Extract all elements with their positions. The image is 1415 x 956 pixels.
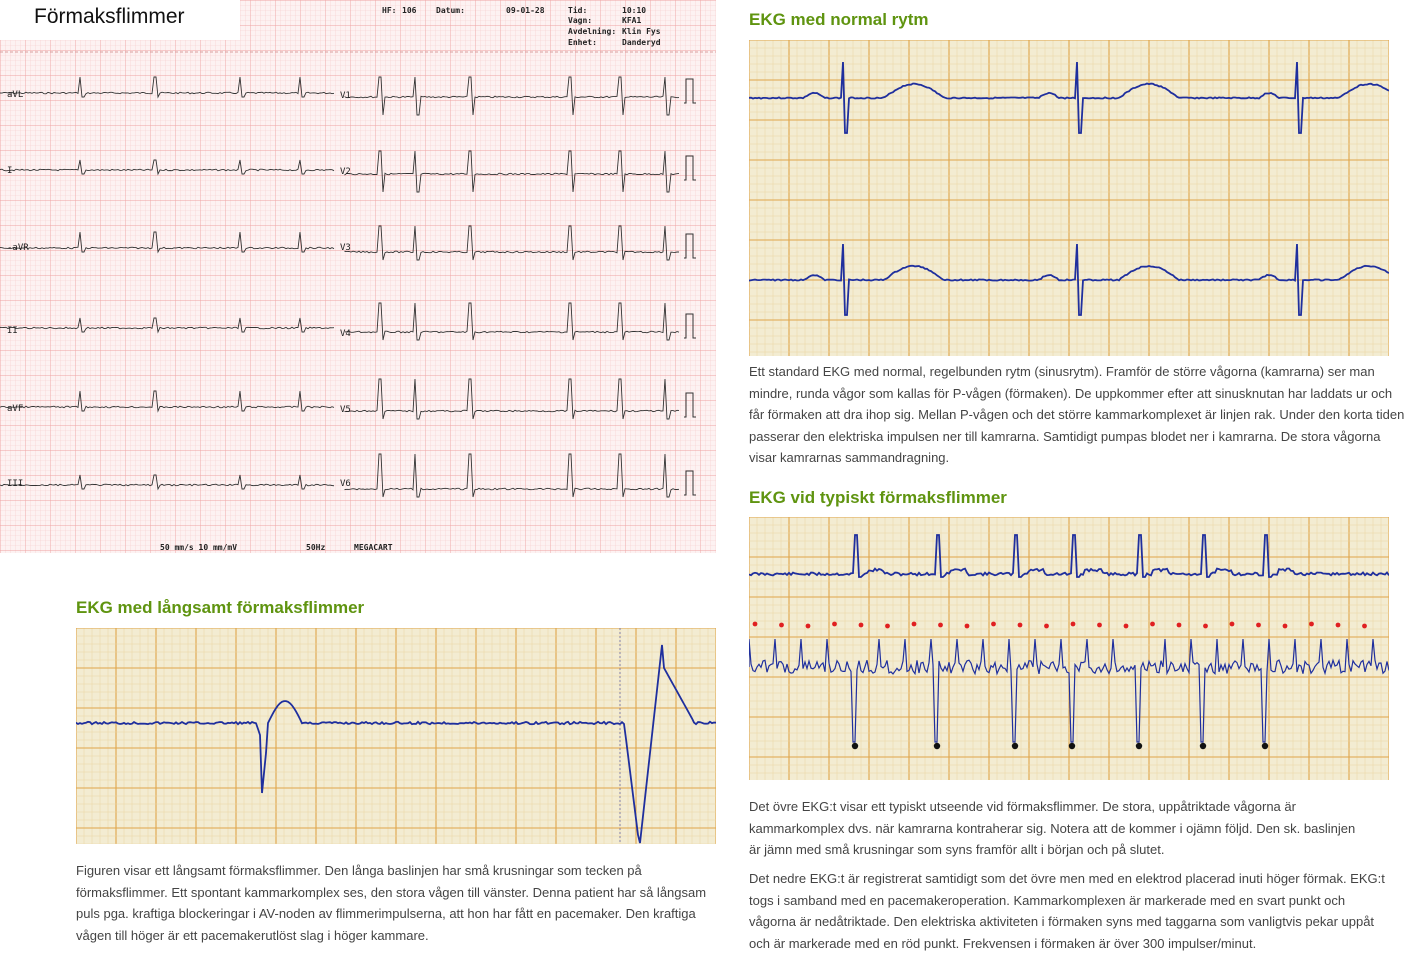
slow-af-ecg-image	[76, 628, 716, 844]
twelve-lead-ecg-graphic	[0, 0, 716, 553]
ecg-speed-footer: 50 mm/s 10 mm/mV	[160, 543, 238, 552]
slow-af-text: Figuren visar ett långsamt förmaksflimmer. Den långa baslinjen har små krusningar som tecken på förmaksflimmer. Ett spontant kammarkomplex ses, den stora vågen till vänster. Denna patient har så långsam puls pga. kraftiga blockeringar i AV-noden av flimmerimpulserna, att hon har fått en pacemaker. Den kraftiga vågen till höger är ett pacemakerutlöst slag i höger kammare.	[76, 863, 707, 943]
normal-rhythm-ecg-image	[749, 40, 1389, 356]
lead-label-v1: V1	[340, 91, 351, 101]
lead-label-i: I	[7, 166, 13, 176]
hf-value: 106	[402, 6, 417, 15]
ecg-device-footer: MEGACART	[354, 543, 393, 552]
hf-label: HF:	[382, 6, 397, 15]
datum-value: 09-01-28	[506, 6, 545, 15]
lead-label-v6: V6	[340, 479, 351, 489]
tid-label: Tid:	[568, 6, 588, 15]
datum-label: Datum:	[436, 6, 465, 15]
ecg-filter-footer: 50Hz	[306, 543, 326, 552]
lead-label-iii: III	[7, 479, 24, 489]
lead-label-v2: V2	[340, 167, 351, 177]
vagn-label: Vagn:	[568, 16, 593, 25]
avdelning-label: Avdelning:	[568, 27, 617, 36]
normal-rhythm-text: Ett standard EKG med normal, regelbunden rytm (sinusrytm). Framför de större vågorna (kamrarna) ser man mindre, runda vågor som kallas för P-vågen (förmaken). De uppkommer efter att sinusknutan har laddats ur och får förmaken att dra ihop sig. Mellan P-vågen och det större kammarkomplexet är linjen rak. Under den korta tiden passerar den elektriska impulsen ner till kamrarna. Samtidigt pumpas blodet ner i kamrarna. De stora vågorna visar kamrarnas sammandragning.	[749, 364, 1405, 465]
lead-label-v5: V5	[340, 405, 351, 415]
enhet-value: Danderyd	[622, 38, 661, 47]
lead-label-v3: V3	[340, 243, 351, 253]
sheet-title-box	[0, 0, 240, 40]
lead-label-ii: II	[7, 326, 18, 336]
enhet-label: Enhet:	[568, 38, 597, 47]
twelve-lead-ecg-sheet	[0, 0, 716, 553]
normal-rhythm-ecg-graphic	[749, 40, 1389, 356]
typical-af-text-upper: Det övre EKG:t visar ett typiskt utseende vid förmaksflimmer. De stora, uppåtriktade vågorna är kammarkomplex dvs. när kamrarna kontraherar sig. Notera att de kommer i ojämn följd. Den sk. baslinjen är jämn med små krusningar som syns framför allt i början och på slutet.	[749, 799, 1356, 857]
tid-value: 10:10	[622, 6, 647, 15]
slow-af-ecg-graphic	[76, 628, 716, 844]
normal-rhythm-heading: EKG med normal rytm	[749, 10, 929, 29]
avdelning-value: Klin Fys	[622, 27, 661, 36]
sheet-title: Förmaksflimmer	[34, 5, 185, 28]
slow-af-heading: EKG med långsamt förmaksflimmer	[76, 598, 365, 617]
lead-label-v4: V4	[340, 329, 351, 339]
lead-label-avf: aVF	[7, 404, 24, 414]
typical-af-text-lower: Det nedre EKG:t är registrerat samtidigt som det övre men med en elektrod placerad inuti höger förmak. EKG:t togs i samband med en pacemakeroperation. Kammarkomplexen är markerade med en svart punkt och vågorna är nedåtriktade. Den elektriska aktiviteten i förmaken syns med taggarna som vanligtvis pekar uppåt och är markerade med en röd punkt. Frekvensen i förmaken är över 300 impulser/minut.	[749, 871, 1385, 951]
lead-label-avl: aVL	[7, 90, 24, 100]
lead-label-avr: -aVR	[7, 243, 29, 253]
vagn-value: KFA1	[622, 16, 642, 25]
typical-af-ecg-graphic	[749, 517, 1389, 780]
typical-af-ecg-image	[749, 517, 1389, 780]
typical-af-heading: EKG vid typiskt förmaksflimmer	[749, 488, 1007, 507]
